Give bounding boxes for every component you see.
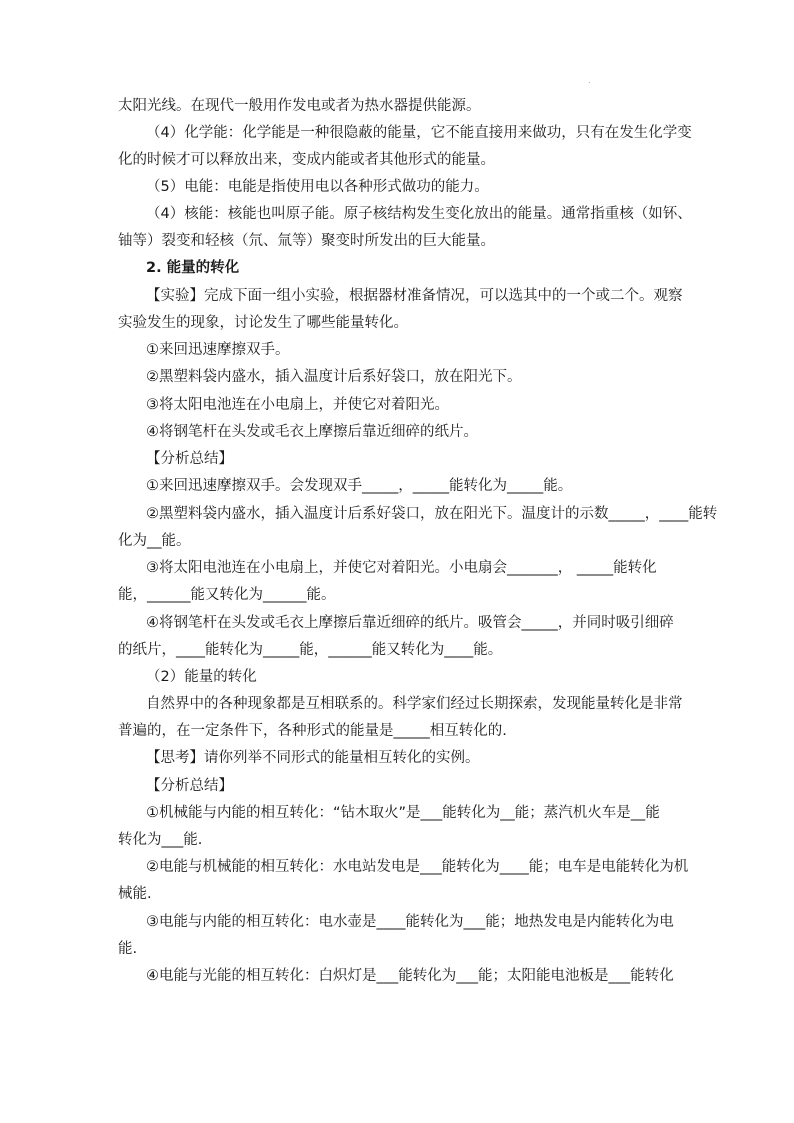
text-line: 的纸片，____能转化为_____能，______能又转化为____能。 [118,642,503,658]
text-line: ③电能与内能的相互转化：电水壶是____能转化为___能；地热发电是内能转化为电 [146,914,674,930]
text-line: ②电能与机械能的相互转化：水电站发电是___能转化为____能；电车是电能转化为机 [146,859,689,875]
text-line: 【思考】请你列举不同形式的能量相互转化的实例。 [146,750,480,766]
text-line: 实验发生的现象，讨论发生了哪些能量转化。 [118,315,408,331]
text-line: （4）化学能：化学能是一种很隐蔽的能量，它不能直接用来做功，只有在发生化学变 [146,125,692,141]
text-line: ④将钢笔杆在头发或毛衣上摩擦后靠近细碎的纸片。 [146,424,478,440]
text-line: 【分析总结】 [146,778,233,794]
page-mark: . [588,76,591,85]
text-line: （5）电能：电能是指使用电以各种形式做功的能力。 [146,179,489,195]
text-line: ①来回迅速摩擦双手。会发现双手_____，_____能转化为_____能。 [146,478,573,494]
text-line: ①机械能与内能的相互转化：“钻木取火”是___能转化为__能；蒸汽机火车是__能 [146,805,660,821]
text-line: 普遍的，在一定条件下，各种形式的能量是_____相互转化的. [118,723,507,739]
text-line: 【实验】完成下面一组小实验，根据器材准备情况，可以选其中的一个或二个。观察 [146,288,683,304]
text-line: ①来回迅速摩擦双手。 [146,342,290,358]
text-line: ②黑塑料袋内盛水，插入温度计后系好袋口，放在阳光下。 [146,369,522,385]
text-line: 铀等）裂变和轻核（氘、氚等）聚变时所发出的巨大能量。 [118,233,495,249]
text-line: 自然界中的各种现象都是互相联系的。科学家们经过长期探索，发现能量转化是非常 [146,696,683,712]
text-line: 械能. [118,886,152,902]
text-line: ②黑塑料袋内盛水，插入温度计后系好袋口，放在阳光下。温度计的示数_____，____能转 [146,506,718,522]
text-line: （4）核能：核能也叫原子能。原子核结构发生变化放出的能量。通常指重核（如钚、 [146,206,692,222]
text-line: 太阳光线。在现代一般用作发电或者为热水器提供能源。 [118,98,481,114]
text-line: 化为__能。 [118,533,191,549]
text-line: ③将太阳电池连在小电扇上，并使它对着阳光。小电扇会_______， _____能转化 [146,560,657,576]
text-line: （2）能量的转化 [146,669,257,685]
text-line: ③将太阳电池连在小电扇上，并使它对着阳光。 [146,397,449,413]
text-line: 【分析总结】 [146,451,233,467]
text-line: 化的时候才可以释放出来，变成内能或者其他形式的能量。 [118,152,495,168]
text-line: 能，______能又转化为______能。 [118,587,336,603]
text-line: 能. [118,941,138,957]
text-line: 转化为___能. [118,832,203,848]
section-heading: 2. 能量的转化 [146,260,240,276]
text-line: ④电能与光能的相互转化：白炽灯是___能转化为___能；太阳能电池板是___能转化 [146,968,674,984]
text-line: ④将钢笔杆在头发或毛衣上摩擦后靠近细碎的纸片。吸管会_____，并同时吸引细碎 [146,615,674,631]
